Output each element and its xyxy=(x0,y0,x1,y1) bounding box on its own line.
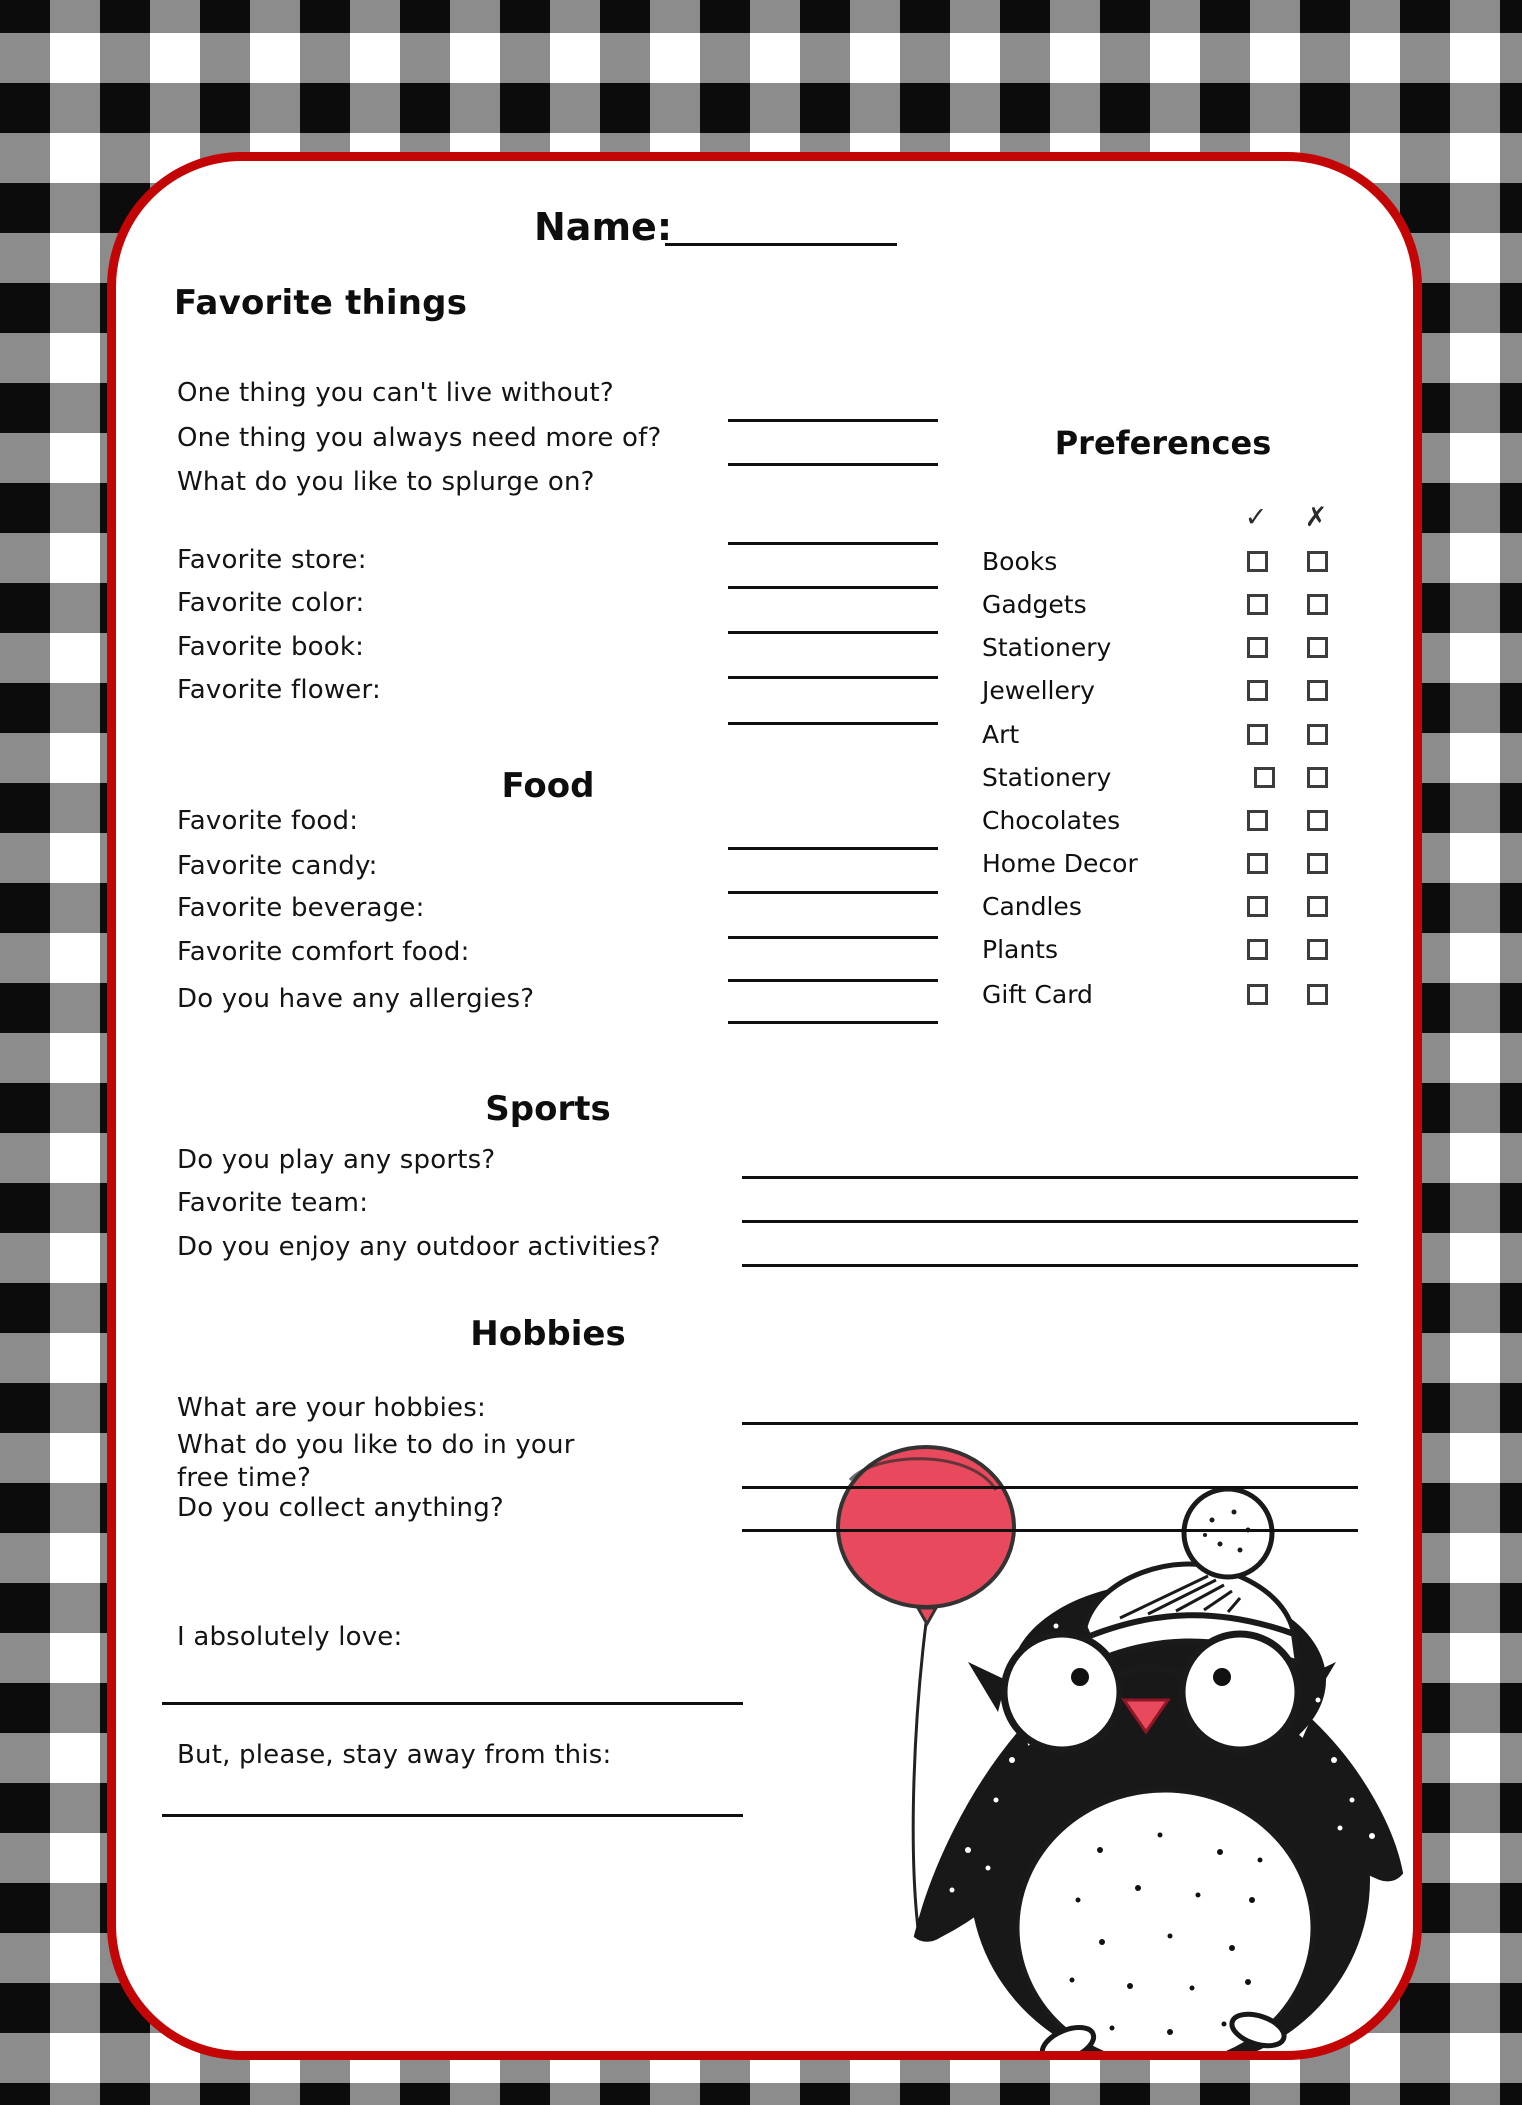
answer-line[interactable] xyxy=(728,631,938,634)
answer-line[interactable] xyxy=(742,1529,1358,1532)
eye-icon xyxy=(1071,1668,1089,1686)
answer-line[interactable] xyxy=(728,676,938,679)
pref-label: Gift Card xyxy=(982,980,1093,1009)
answer-line[interactable] xyxy=(728,979,938,982)
pref-yes-checkbox[interactable] xyxy=(1247,594,1268,615)
pref-row xyxy=(982,721,1362,749)
sports-q1: Do you play any sports? xyxy=(177,1145,496,1175)
favorites-book-label: Favorite book: xyxy=(177,632,365,662)
answer-line[interactable] xyxy=(728,847,938,850)
pref-no-checkbox[interactable] xyxy=(1307,637,1328,658)
worksheet-sheet xyxy=(107,152,1422,2060)
favorites-title: Favorite things xyxy=(174,283,468,323)
pref-no-checkbox[interactable] xyxy=(1307,896,1328,917)
favorites-q1: One thing you can't live without? xyxy=(177,378,614,408)
answer-line[interactable] xyxy=(728,891,938,894)
pref-label: Books xyxy=(982,547,1058,576)
answer-line[interactable] xyxy=(728,936,938,939)
pref-row xyxy=(982,850,1362,878)
food-q4: Favorite comfort food: xyxy=(177,937,470,967)
worksheet-card xyxy=(107,152,1422,2060)
pref-yes-checkbox[interactable] xyxy=(1247,984,1268,1005)
pref-label: Home Decor xyxy=(982,849,1138,878)
name-answer-line[interactable] xyxy=(665,243,897,246)
pref-yes-checkbox[interactable] xyxy=(1247,896,1268,917)
answer-line[interactable] xyxy=(162,1702,743,1705)
food-q2: Favorite candy: xyxy=(177,851,378,881)
pref-label: Candles xyxy=(982,892,1082,921)
answer-line[interactable] xyxy=(162,1814,743,1817)
pref-row xyxy=(982,764,1362,792)
pref-yes-checkbox[interactable] xyxy=(1247,853,1268,874)
cross-icon: ✗ xyxy=(1304,502,1328,533)
name-label: Name: xyxy=(534,205,673,249)
pref-no-checkbox[interactable] xyxy=(1307,724,1328,745)
preferences-title: Preferences xyxy=(1054,424,1272,462)
food-q3: Favorite beverage: xyxy=(177,893,425,923)
pref-label: Chocolates xyxy=(982,806,1121,835)
pref-row xyxy=(982,677,1362,705)
pref-no-checkbox[interactable] xyxy=(1307,680,1328,701)
pref-yes-checkbox[interactable] xyxy=(1247,724,1268,745)
answer-line[interactable] xyxy=(742,1264,1358,1267)
pref-no-checkbox[interactable] xyxy=(1307,767,1328,788)
sports-title: Sports xyxy=(485,1089,611,1129)
pref-no-checkbox[interactable] xyxy=(1307,551,1328,572)
answer-line[interactable] xyxy=(728,1021,938,1024)
answer-line[interactable] xyxy=(742,1486,1358,1489)
pref-row xyxy=(982,807,1362,835)
pref-row xyxy=(982,591,1362,619)
food-title: Food xyxy=(501,766,595,806)
pref-row xyxy=(982,634,1362,662)
pref-yes-checkbox[interactable] xyxy=(1247,680,1268,701)
pref-yes-checkbox[interactable] xyxy=(1247,939,1268,960)
favorites-q3: What do you like to splurge on? xyxy=(177,467,595,497)
sports-q3: Do you enjoy any outdoor activities? xyxy=(177,1232,661,1262)
balloon-string xyxy=(913,1623,926,1937)
pref-label: Gadgets xyxy=(982,590,1087,619)
pref-row xyxy=(982,548,1362,576)
pref-label: Stationery xyxy=(982,763,1112,792)
pref-row xyxy=(982,936,1362,964)
check-icon: ✓ xyxy=(1244,502,1268,533)
hobbies-q3: Do you collect anything? xyxy=(177,1493,504,1523)
pref-label: Jewellery xyxy=(982,676,1095,705)
pref-yes-checkbox[interactable] xyxy=(1247,810,1268,831)
pref-yes-checkbox[interactable] xyxy=(1247,637,1268,658)
pref-label: Plants xyxy=(982,935,1059,964)
pref-no-checkbox[interactable] xyxy=(1307,939,1328,960)
answer-line[interactable] xyxy=(742,1176,1358,1179)
pref-no-checkbox[interactable] xyxy=(1307,984,1328,1005)
penguin-balloon-illustration xyxy=(700,1380,1420,2060)
pompom-icon xyxy=(1184,1489,1272,1577)
answer-line[interactable] xyxy=(728,542,938,545)
favorites-flower-label: Favorite flower: xyxy=(177,675,381,705)
pref-label: Art xyxy=(982,720,1020,749)
favorites-store-label: Favorite store: xyxy=(177,545,367,575)
favorites-color-label: Favorite color: xyxy=(177,588,365,618)
favorites-q2: One thing you always need more of? xyxy=(177,423,662,453)
pref-yes-checkbox[interactable] xyxy=(1247,551,1268,572)
answer-line[interactable] xyxy=(728,419,938,422)
eye-icon xyxy=(1213,1668,1231,1686)
hobbies-q2: What do you like to do in your free time? xyxy=(177,1430,575,1493)
sports-q2: Favorite team: xyxy=(177,1188,369,1218)
pref-row xyxy=(982,981,1362,1009)
answer-line[interactable] xyxy=(742,1422,1358,1425)
pref-row xyxy=(982,893,1362,921)
answer-line[interactable] xyxy=(742,1220,1358,1223)
pref-label: Stationery xyxy=(982,633,1112,662)
hobbies-q1: What are your hobbies: xyxy=(177,1393,486,1423)
pref-no-checkbox[interactable] xyxy=(1307,853,1328,874)
answer-line[interactable] xyxy=(728,463,938,466)
pref-yes-checkbox[interactable] xyxy=(1254,767,1275,788)
answer-line[interactable] xyxy=(728,586,938,589)
food-q1: Favorite food: xyxy=(177,806,359,836)
love-label: I absolutely love: xyxy=(177,1622,403,1652)
food-q5: Do you have any allergies? xyxy=(177,984,535,1014)
pref-no-checkbox[interactable] xyxy=(1307,810,1328,831)
answer-line[interactable] xyxy=(728,722,938,725)
hobbies-title: Hobbies xyxy=(470,1314,626,1354)
pref-no-checkbox[interactable] xyxy=(1307,594,1328,615)
avoid-label: But, please, stay away from this: xyxy=(177,1740,612,1770)
